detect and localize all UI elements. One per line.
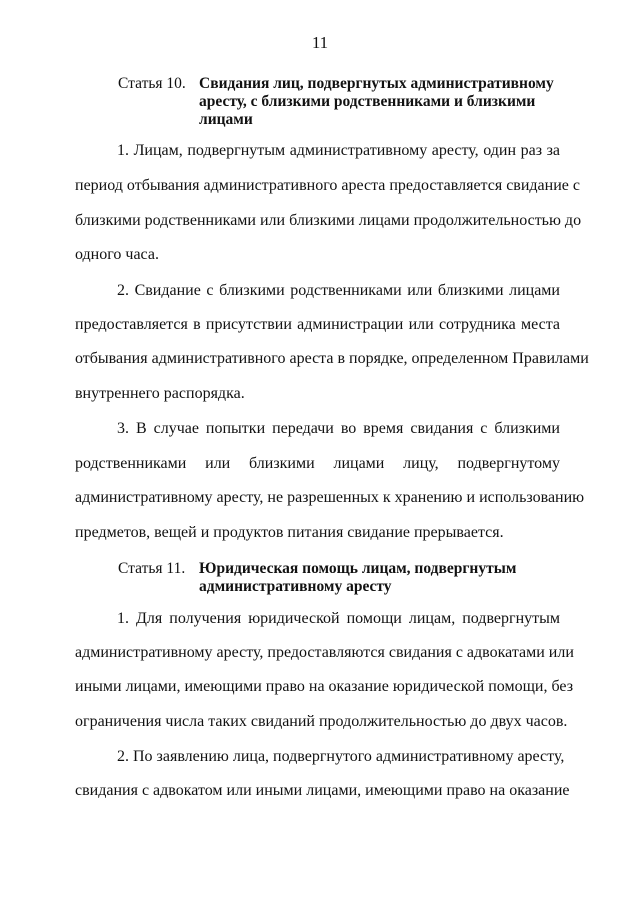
article-10-title-line: Свидания лиц, подвергнутых административному [199,75,554,92]
article-11-label: Статья 11. [118,560,186,577]
paragraph-line: 2. По заявлению лица, подвергнутого административному аресту, [117,748,565,765]
article-10-title [199,75,579,129]
article-10-title-line: аресту, с близкими родственниками и близкими [199,93,536,110]
paragraph-line: свидания с адвокатом или иными лицами, имеющими право на оказание [75,782,570,799]
paragraph-line: предоставляется в присутствии администрации или сотрудника места [75,316,560,333]
paragraph-line: отбывания административного ареста в порядке, определенном Правилами [75,350,589,367]
article-10-label: Статья 10. [118,75,186,92]
paragraph-line: иными лицами, имеющими право на оказание юридической помощи, без [75,678,574,695]
paragraph-line: 2. Свидание с близкими родственниками или близкими лицами [117,282,560,299]
paragraph-line: родственниками или близкими лицами лицу, подвергнутому [75,455,560,472]
paragraph-line: административному аресту, не разрешенных к хранению и использованию [75,489,585,506]
paragraph-line: одного часа. [75,246,159,263]
paragraph-line: 1. Лицам, подвергнутым административному аресту, один раз за [117,142,560,159]
article-11-title [199,560,579,596]
article-10-title-line: лицами [199,111,253,128]
paragraph-line: внутреннего распорядка. [75,385,245,402]
paragraph-line: близкими родственниками или близкими лицами продолжительностью до [75,212,582,229]
paragraph-line: 3. В случае попытки передачи во время свидания с близкими [117,420,560,437]
paragraph-line: 1. Для получения юридической помощи лицам, подвергнутым [117,610,560,627]
paragraph-line: административному аресту, предоставляются свидания с адвокатами или [75,644,574,661]
article-11-title-line: Юридическая помощь лицам, подвергнутым [199,560,517,577]
page-number: 11 [311,33,329,52]
article-11-title-line: административному аресту [199,578,392,595]
paragraph-line: предметов, вещей и продуктов питания свидание прерывается. [75,524,504,541]
paragraph-line: ограничения числа таких свиданий продолжительностью до двух часов. [75,713,568,730]
paragraph-line: период отбывания административного ареста предоставляется свидание с [75,177,580,194]
